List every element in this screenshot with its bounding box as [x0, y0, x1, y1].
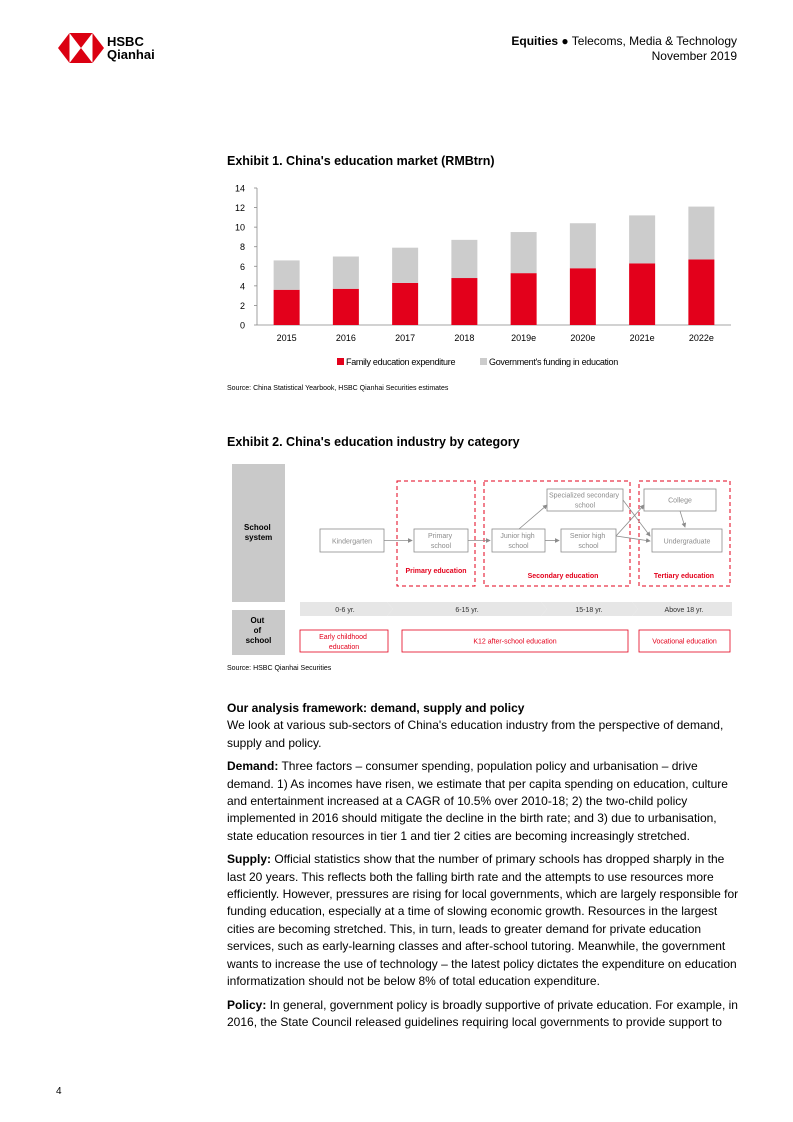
age-0-6-text: 0-6 yr. — [335, 607, 355, 614]
arrow-junior-specialized — [519, 505, 547, 529]
logo-line2: Qianhai — [107, 47, 155, 62]
bar-government — [274, 260, 300, 289]
y-tick-label: 10 — [234, 222, 245, 233]
bar-family — [570, 268, 596, 325]
demand-label: Demand: — [227, 759, 279, 774]
page-header — [511, 34, 737, 64]
bar-government — [392, 248, 418, 283]
bar-family — [274, 290, 300, 325]
supply-paragraph — [227, 851, 739, 990]
undergraduate-text: Undergraduate — [663, 538, 711, 546]
bar-family — [333, 289, 359, 325]
x-tick-label: 2015 — [276, 333, 297, 343]
secondary-education-label: Secondary education — [527, 573, 599, 580]
y-tick-label: 6 — [239, 261, 245, 272]
bar-family — [511, 273, 537, 325]
header-sector: Telecoms, Media & Technology — [571, 34, 737, 48]
specialized-secondary-text: Specialized secondary school — [549, 492, 620, 510]
exhibit1-source: Source: China Statistical Yearbook, HSBC Qianhai Securities estimates — [227, 385, 449, 392]
exhibit2-source: Source: HSBC Qianhai Securities — [227, 665, 332, 672]
out-of-school-label: Out of school — [245, 616, 272, 645]
bar-family — [688, 259, 714, 325]
bar-family — [392, 283, 418, 325]
logo-line1: HSBC — [107, 34, 144, 49]
y-tick-label: 8 — [239, 242, 245, 253]
page-number: 4 — [56, 1086, 62, 1097]
header-date: November 2019 — [651, 49, 737, 63]
bar-family — [629, 263, 655, 325]
age-15-18-text: 15-18 yr. — [575, 607, 603, 614]
legend-swatch — [337, 358, 344, 365]
header-section: Equities — [511, 34, 559, 48]
education-market-chart — [227, 178, 739, 378]
section-heading: Our analysis framework: demand, supply and policy — [227, 701, 525, 715]
bar-government — [451, 240, 477, 278]
hsbc-hexagon-icon — [58, 33, 104, 63]
kindergarten-text: Kindergarten — [331, 538, 373, 546]
bar-government — [333, 257, 359, 289]
x-tick-label: 2021e — [629, 333, 655, 343]
legend-swatch — [480, 358, 487, 365]
intro-paragraph: We look at various sub-sectors of China's education industry from the perspective of demand, supply and policy. — [227, 718, 724, 750]
age-6-15-text: 6-15 yr. — [455, 607, 479, 614]
bar-government — [511, 232, 537, 273]
policy-label: Policy: — [227, 997, 267, 1012]
policy-text: In general, government policy is broadly supportive of private education. For example, in 2016, the State Council released guidelines requiring local governments to provide support to — [227, 997, 738, 1029]
supply-text: Official statistics show that the number of primary schools has dropped sharply in the last 20 years. This reflects both the falling birth rate and the attempts to use resources more efficiently. However, pressures are rising for local governments, which are largely responsible for funding education, especially at a time of slowing economic growth. Resources in the largest cities are becoming stretched. This, in turn, leads to greater demand for private education services, such as early-learning classes and after-school tutoring. Meanwhile, the government wants to increase the use of technology – the latest policy dictates the expenditure on education informatization should not be below 8% of total education expenditure. — [227, 852, 739, 989]
y-tick-label: 4 — [239, 281, 245, 292]
bullet-icon: ● — [561, 34, 569, 48]
supply-label: Supply: — [227, 852, 271, 867]
school-system-label: School system — [244, 523, 273, 542]
y-tick-label: 12 — [234, 203, 245, 214]
college-text: College — [668, 497, 692, 505]
bar-government — [688, 207, 714, 260]
vocational-text: Vocational education — [652, 638, 717, 646]
y-tick-label: 2 — [239, 300, 245, 311]
legend-label: Family education expenditure — [346, 357, 456, 367]
x-tick-label: 2019e — [511, 333, 537, 343]
x-tick-label: 2020e — [570, 333, 596, 343]
x-tick-label: 2022e — [688, 333, 714, 343]
primary-school-text: Primary school — [427, 533, 453, 550]
x-tick-label: 2018 — [454, 333, 475, 343]
x-tick-label: 2016 — [335, 333, 356, 343]
bar-family — [451, 278, 477, 325]
exhibit1-title: Exhibit 1. China's education market (RMBtrn) — [227, 154, 495, 168]
tertiary-education-label: Tertiary education — [653, 573, 715, 580]
bar-government — [629, 215, 655, 263]
education-industry-diagram — [227, 460, 732, 658]
legend-label: Government's funding in education — [489, 357, 618, 367]
junior-high-text: Junior high school — [500, 533, 535, 550]
y-tick-label: 14 — [234, 183, 245, 194]
primary-education-label: Primary education — [405, 568, 467, 575]
bar-government — [570, 223, 596, 268]
exhibit2-title: Exhibit 2. China's education industry by category — [227, 435, 520, 449]
age-18-text: Above 18 yr. — [664, 607, 704, 614]
policy-paragraph — [227, 997, 739, 1032]
arrow-senior-undergraduate — [616, 536, 650, 541]
hsbc-logo — [58, 33, 178, 63]
y-tick-label: 0 — [239, 320, 245, 331]
demand-paragraph — [227, 758, 739, 845]
x-tick-label: 2017 — [395, 333, 416, 343]
arrow-college-undergraduate — [680, 511, 685, 527]
early-childhood-text: Early childhood education — [319, 634, 367, 651]
senior-high-text: Senior high school — [569, 533, 606, 550]
demand-text: Three factors – consumer spending, population policy and urbanisation – drive demand. 1) As incomes have risen, we estimate that per capita spending on education, culture and entertainment increased at a CAGR of 10.5% over 2010-18; 2) the two-child policy implemented in 2016 should mitigate the decline in the birth rate; and 3) due to urbanisation, state education resources in tier 1 and tier 2 cities are becoming increasingly stretched. — [227, 759, 728, 843]
body-text — [227, 700, 739, 1037]
k12-text: K12 after-school education — [473, 638, 557, 646]
